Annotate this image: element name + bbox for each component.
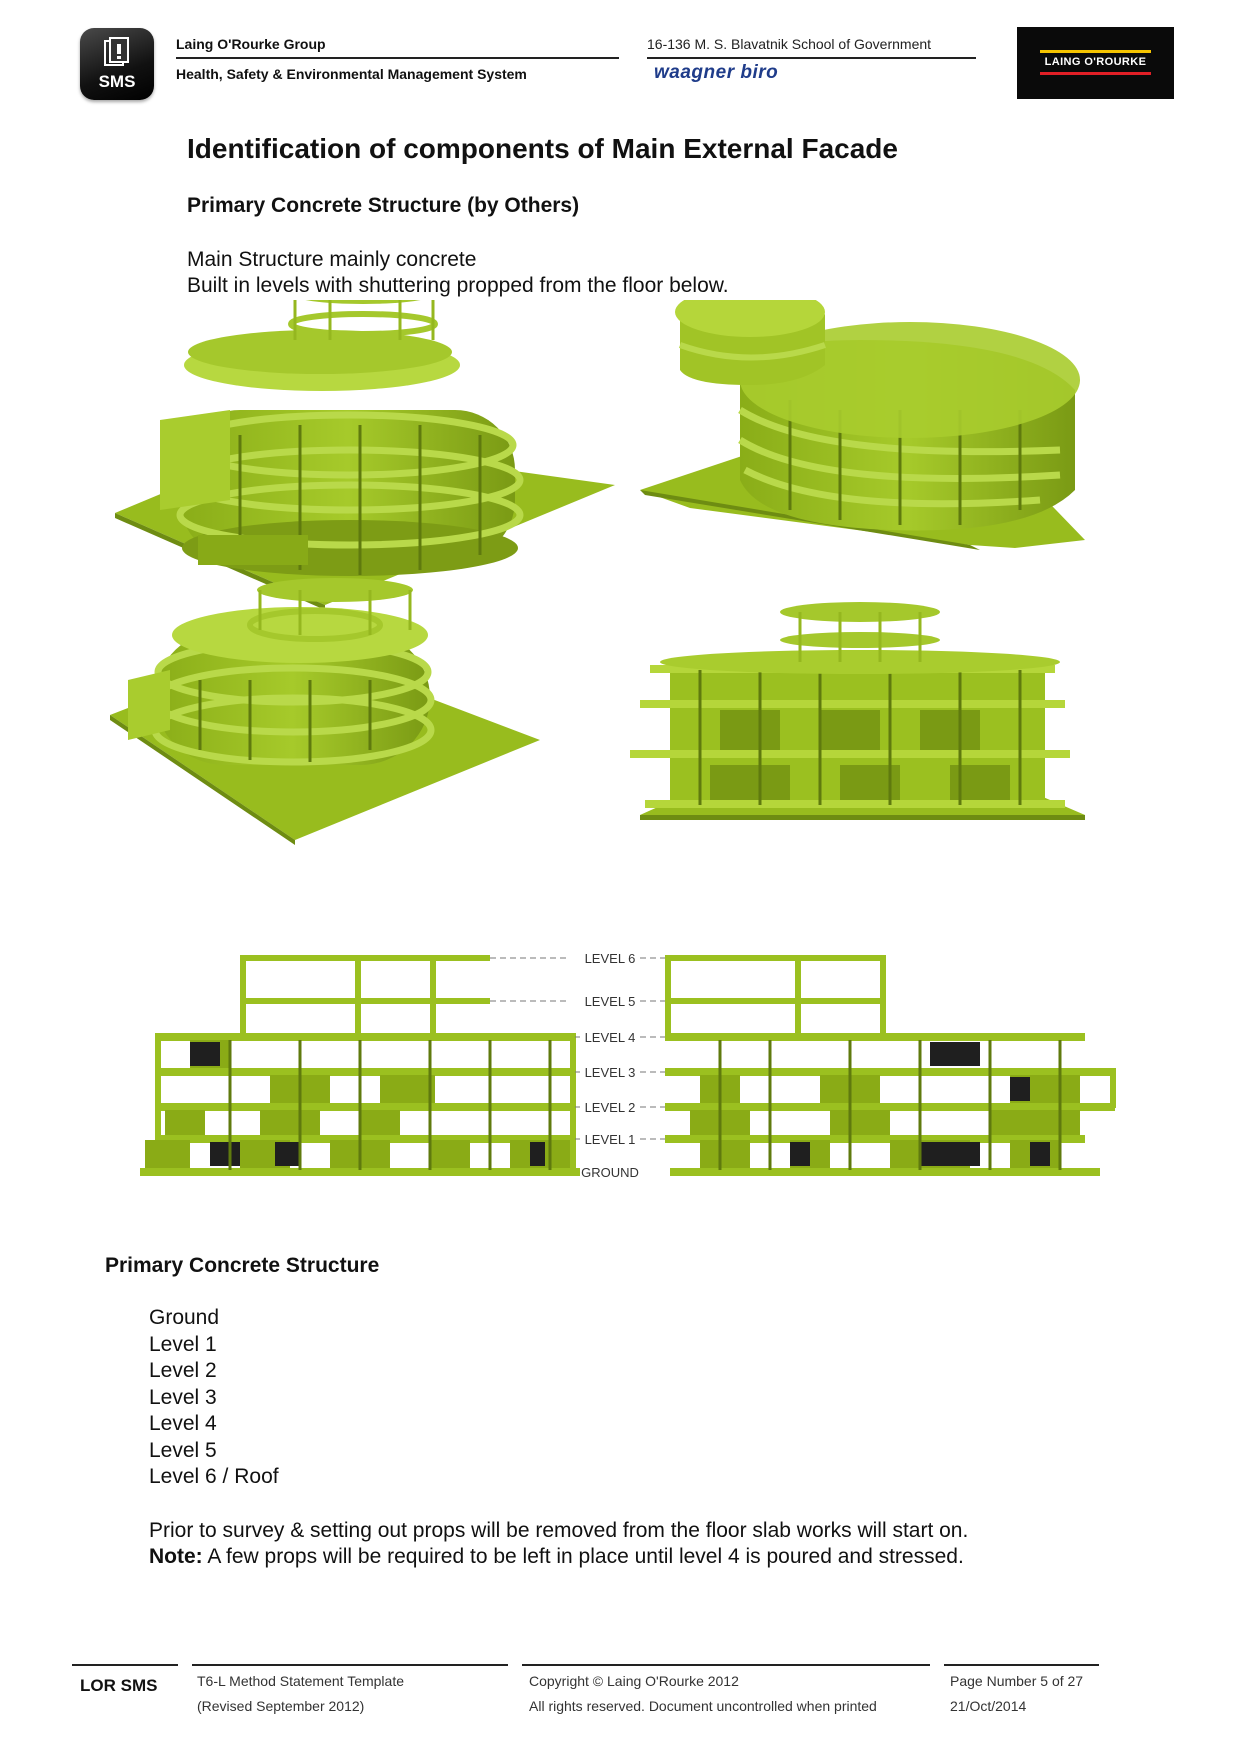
closing-text: Prior to survey & setting out props will be removed from the floor slab works will start on. xyxy=(149,1519,969,1542)
footer-revised: (Revised September 2012) xyxy=(197,1698,365,1714)
header-divider-left xyxy=(176,57,619,59)
label-level-1: LEVEL 1 xyxy=(584,1132,636,1147)
intro-line-1: Main Structure mainly concrete xyxy=(187,248,477,271)
page-title: Identification of components of Main External Facade xyxy=(187,133,898,164)
model-view-3 xyxy=(110,578,540,845)
list-item: Level 2 xyxy=(149,1359,217,1382)
label-level-6: LEVEL 6 xyxy=(584,951,636,966)
section-elevation-diagram xyxy=(130,950,1130,1200)
logo-wordmark: LAING O'ROURKE xyxy=(1044,56,1147,68)
model-view-1 xyxy=(115,300,615,610)
note-line xyxy=(149,1544,968,1570)
footer-divider-2 xyxy=(192,1664,508,1666)
label-ground: GROUND xyxy=(581,1165,639,1180)
logo-red-bar xyxy=(1040,72,1151,75)
list-item: Ground xyxy=(149,1306,220,1329)
elevation-right xyxy=(665,955,1116,1176)
note-text: A few props will be required to be left in place until level 4 is poured and stressed. xyxy=(202,1545,964,1568)
footer-divider-1 xyxy=(72,1664,178,1666)
label-level-2: LEVEL 2 xyxy=(584,1100,636,1115)
closing-notes xyxy=(149,1518,968,1570)
waagner-biro-logo: waagner biro xyxy=(654,62,779,83)
level-guides xyxy=(490,958,665,1139)
document-icon xyxy=(102,36,132,68)
section-heading: Primary Concrete Structure xyxy=(105,1254,380,1277)
sms-logo-label: SMS xyxy=(98,72,136,91)
header-divider-right xyxy=(647,57,976,59)
label-level-5: LEVEL 5 xyxy=(584,994,636,1009)
footer-template: T6-L Method Statement Template xyxy=(197,1673,404,1689)
sms-logo xyxy=(80,28,154,100)
header-project: 16-136 M. S. Blavatnik School of Government xyxy=(647,36,932,52)
footer-page-number: Page Number 5 of 27 xyxy=(950,1673,1084,1689)
header-system: Health, Safety & Environmental Management System xyxy=(176,66,527,82)
label-level-4: LEVEL 4 xyxy=(584,1030,636,1045)
elevation-left xyxy=(140,955,580,1176)
list-item: Level 4 xyxy=(149,1412,217,1435)
footer-copyright: Copyright © Laing O'Rourke 2012 xyxy=(529,1673,739,1689)
list-item: Level 3 xyxy=(149,1385,217,1409)
intro-line-2: Built in levels with shuttering propped from the floor below. xyxy=(187,274,729,297)
list-item: Level 5 xyxy=(149,1438,217,1462)
structure-renderings xyxy=(100,300,1180,940)
label-level-3: LEVEL 3 xyxy=(584,1065,636,1080)
laing-orourke-logo xyxy=(1017,27,1174,99)
section-subtitle: Primary Concrete Structure (by Others) xyxy=(187,194,580,217)
footer-divider-3 xyxy=(522,1664,930,1666)
footer-rights: All rights reserved. Document uncontrolled when printed xyxy=(529,1698,877,1714)
footer-divider-4 xyxy=(944,1664,1099,1666)
model-view-4 xyxy=(630,602,1085,820)
logo-yellow-bar xyxy=(1040,50,1151,53)
footer-date: 21/Oct/2014 xyxy=(950,1698,1027,1714)
model-view-2 xyxy=(640,300,1085,550)
note-label: Note: xyxy=(149,1545,203,1568)
levels-list xyxy=(149,1305,279,1491)
header-company: Laing O'Rourke Group xyxy=(176,36,326,52)
list-item: Level 1 xyxy=(149,1332,217,1356)
footer-brand: LOR SMS xyxy=(80,1676,158,1695)
list-item: Level 6 / Roof xyxy=(149,1465,279,1488)
